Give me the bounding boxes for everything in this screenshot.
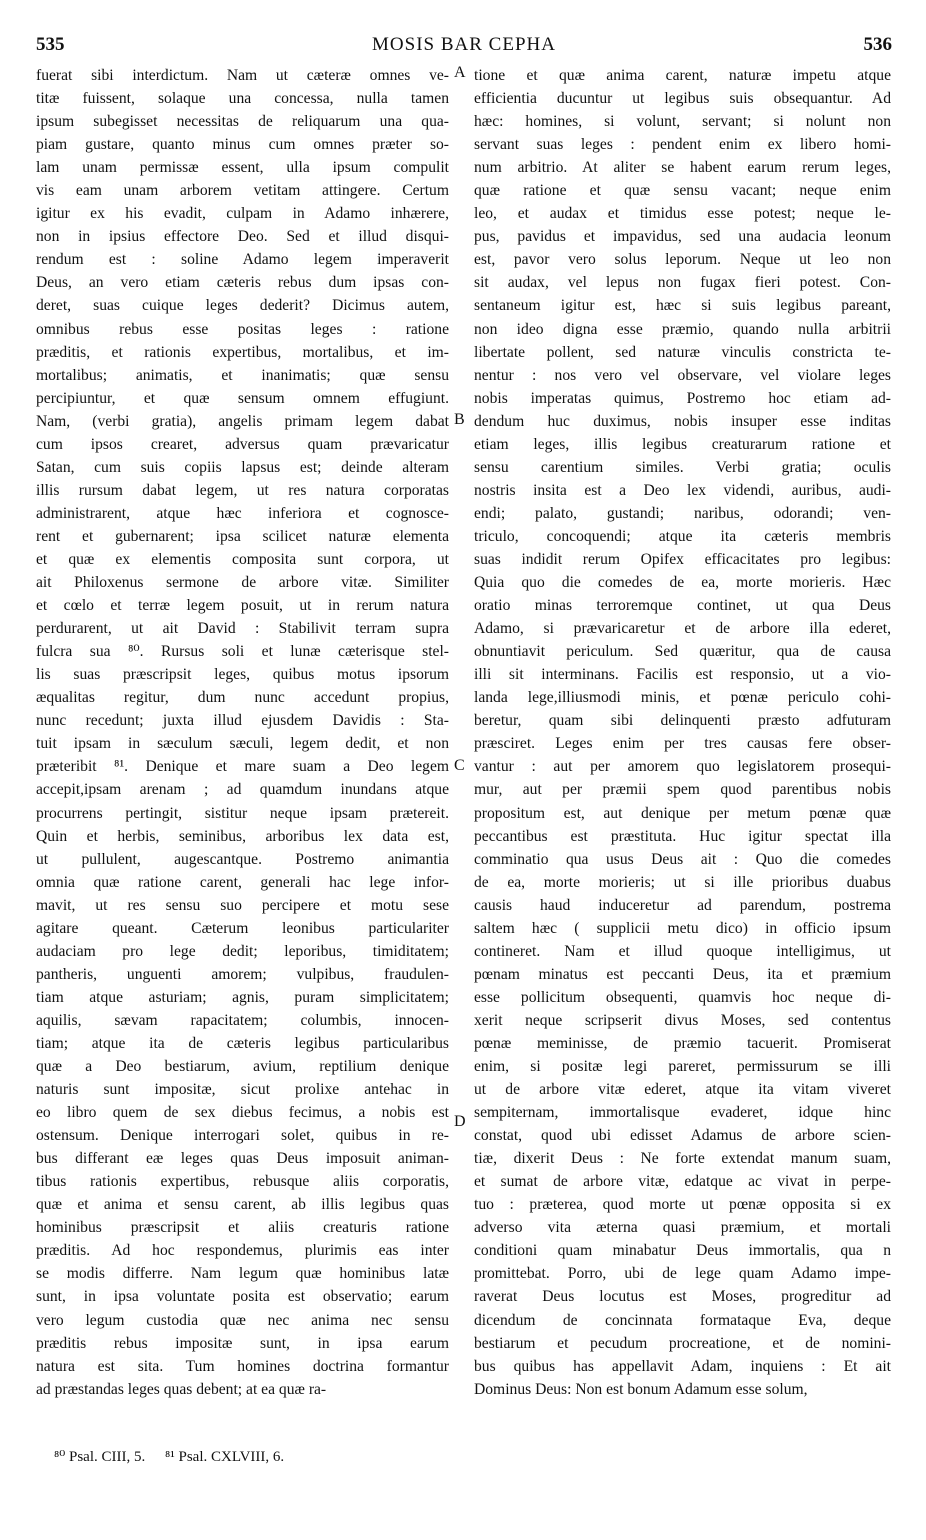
text-line: raverat Deus locutus est Moses, progreditur ad: [474, 1288, 891, 1306]
text-line: tuit ipsam in sæculum sæculi, legem dedit, et non: [36, 735, 449, 753]
text-line: vis eam unam arborem vetitam attingere. Certum: [36, 182, 449, 200]
text-line: cum ipsos crearet, adversus quam prævaricatur: [36, 435, 449, 453]
text-line: fulcra sua ⁸⁰. Rursus soli et lunæ cæterisque stel-: [36, 643, 449, 661]
text-line: æqualitas regitur, dum nunc accedunt propius,: [36, 689, 449, 707]
text-line: tuo : præterea, quod morte ut pœnæ opposita si ex: [474, 1196, 891, 1214]
text-line: ait Philoxenus sermone de arbore vitæ. Similiter: [36, 574, 449, 592]
text-line: mur, aut per præmii spem quod parentibus nobis: [474, 781, 891, 799]
page-number-left: 535: [36, 34, 65, 55]
text-line: bus differant eæ leges quas Deus imposuit animan-: [36, 1150, 449, 1168]
text-line: dicendum de concinnata formataque Eva, deque: [474, 1311, 891, 1329]
text-line: audaciam pro lege dedit; leporibus, timiditatem;: [36, 942, 449, 960]
text-line: præsciret. Leges enim per tres causas fere obser-: [474, 735, 891, 753]
text-line: non in ipsius effectore Deo. Sed et illud disqui-: [36, 228, 449, 246]
text-line: conditioni quam minabatur Deus immortalis, qua n: [474, 1242, 891, 1260]
text-line: eo libro quem de sex diebus fecimus, a nobis est: [36, 1104, 449, 1122]
text-line: accepit,ipsam arenam ; ad quamdum inundans atque: [36, 781, 449, 799]
text-line: præditis, et rationis expertibus, mortalibus, et im-: [36, 343, 449, 361]
text-line: landa lege,illiusmodi minis, et pœnæ periculo cohi-: [474, 689, 891, 707]
text-line: saltem hæc ( supplicii metu dico) in officio ipsum: [474, 919, 891, 937]
text-line: fuerat sibi interdictum. Nam ut cæteræ omnes ve-: [36, 67, 449, 84]
text-line: rendum est : soline Adamo legem imperaverit: [36, 251, 449, 269]
text-line: præditis. Ad hoc respondemus, plurimis eas inter: [36, 1242, 449, 1260]
text-line: sit audax, vel lepus non fugax fieri potest. Con-: [474, 274, 891, 292]
text-line: Dominus Deus: Non est bonum Adamum esse solum,: [474, 1380, 808, 1398]
text-line: vantur : aut per amorem quo legislatorem prosequi-: [474, 758, 891, 776]
text-line: obnuntiavit periculum. Sed quæritur, qua de causa: [474, 643, 891, 661]
text-line: ipsum subegisset necessitas de reliquarum una qua-: [36, 113, 449, 131]
text-line: pœnæ meminisse, de præmio tacuerit. Promiserat: [474, 1034, 891, 1052]
text-line: se modis differre. Nam legum quæ hominibus latæ: [36, 1265, 449, 1283]
text-line: promittebat. Porro, ubi de lege quam Adamo impe-: [474, 1265, 891, 1283]
margin-marker-b: B: [454, 411, 465, 428]
text-line: illi sit interminans. Facilis est responsio, ut a vio-: [474, 666, 891, 684]
text-line: Quia quo die comedes de ea, morte morieris. Hæc: [474, 574, 891, 592]
text-line: Nam, (verbi gratia), angelis primam legem dabat: [36, 412, 449, 430]
text-line: constat, quod ubi edisset Adamus de arbore scien-: [474, 1127, 891, 1145]
text-line: dendum huc duximus, nobis insuper esse inditas: [474, 412, 891, 430]
text-line: Deus, an vero etiam cæteris rebus dum ipsas con-: [36, 274, 449, 292]
text-line: tione et quæ anima carent, naturæ impetu atque: [474, 67, 891, 84]
text-line: perdurarent, ut ait David : Stabilivit terram supra: [36, 620, 449, 638]
text-line: servant suas leges : pendent enim ex libero homi-: [474, 136, 891, 154]
text-line: mavit, ut res sensu suo percipere et motu sese: [36, 896, 449, 914]
text-line: nobis imperatas quimus, Postremo hoc etiam ad-: [474, 389, 891, 407]
text-line: natura est sita. Tum homines doctrina formantur: [36, 1357, 449, 1375]
text-line: lis suas præscripsit leges, quibus motus ipsorum: [36, 666, 449, 684]
text-line: Adamo, si prævaricaretur et de arbore illa ederet,: [474, 620, 891, 638]
text-line: peccantibus est præstituta. Huc igitur spectat illa: [474, 827, 891, 845]
text-line: naturis sunt impositæ, sicut prolixe antehac in: [36, 1081, 449, 1099]
text-line: et sumat de arbore vitæ, edatque ac vivat in perpe-: [474, 1173, 891, 1191]
text-line: pantheris, unguenti amorem; vulpibus, fraudulen-: [36, 965, 449, 983]
text-line: nostris insita est a Deo lex videndi, auribus, audi-: [474, 481, 891, 499]
text-line: oratio minas terroremque continet, ut qua Deus: [474, 597, 891, 615]
text-line: præteribit ⁸¹. Denique et mare suam a Deo legem: [36, 758, 449, 776]
text-line: de ea, morte morieris; ut si ille prioribus duabus: [474, 873, 891, 891]
text-line: contineret. Nam et illud quoque intelligimus, ut: [474, 942, 891, 960]
text-line: tibus rationis expertibus, rebusque aliis corporatis,: [36, 1173, 449, 1191]
text-line: aquilis, sævam rapacitatem; columbis, innocen-: [36, 1011, 449, 1029]
text-line: mortalibus; animatis, et inanimatis; quæ sensu: [36, 366, 449, 384]
text-line: percipiuntur, et quæ sensum omnem effugiunt.: [36, 389, 449, 407]
text-line: efficientia ducuntur ut legibus suis obsequantur. Ad: [474, 90, 891, 108]
text-line: enim, si positæ legi pareret, permissurum se illi: [474, 1058, 891, 1076]
footnote-81: ⁸¹ Psal. CXLVIII, 6.: [165, 1449, 285, 1465]
text-line: sempiternam, immortalisque evaderet, idque hinc: [474, 1104, 891, 1122]
margin-marker-c: C: [454, 757, 465, 774]
text-line: lam unam permissæ essent, ulla ipsum compulit: [36, 159, 449, 177]
text-line: pœnam minatus est peccanti Deus, ita et præmium: [474, 965, 891, 983]
page-number-right: 536: [863, 34, 892, 55]
text-line: tiam; atque ita de cæteris legibus particularibus: [36, 1034, 449, 1052]
text-line: ut pullulent, augescantque. Postremo animantia: [36, 850, 449, 868]
text-line: omnibus rebus esse positas leges : ratione: [36, 320, 449, 338]
text-line: num arbitrio. At aliter se habent earum rerum leges,: [474, 159, 891, 177]
text-line: suas indidit rerum Opifex efficacitates pro legibus:: [474, 550, 891, 568]
text-line: vero legum custodia quæ nec anima nec sensu: [36, 1311, 449, 1329]
text-line: ad præstandas leges quas debent; at ea quæ ra-: [36, 1380, 327, 1398]
text-line: igitur ex his evadit, culpam in Adamo inhærere,: [36, 205, 449, 223]
text-line: et quæ ex elementis composita sunt corpora, ut: [36, 550, 449, 568]
text-line: pus, pavidus et impavidus, sed una audacia leonum: [474, 228, 891, 246]
text-line: omnia quæ ratione carent, generali hac lege infor-: [36, 873, 449, 891]
text-line: Satan, cum suis copiis lapsus est; deinde alteram: [36, 458, 449, 476]
text-line: deret, suas cuique leges dederit? Dicimus autem,: [36, 297, 449, 315]
text-line: xerit neque scripserit divus Moses, sed contentus: [474, 1011, 891, 1029]
text-line: propositum est, aut denique per metum pœnæ quæ: [474, 804, 891, 822]
text-line: nunc recedunt; juxta illud ejusdem Davidis : Sta-: [36, 712, 449, 730]
text-line: ostensum. Denique interrogari solet, quibus in re-: [36, 1127, 449, 1145]
footnotes: [54, 1447, 300, 1466]
text-line: Quin et herbis, seminibus, arboribus lex data est,: [36, 827, 449, 845]
text-line: hominibus præscripsit et aliis creaturis ratione: [36, 1219, 449, 1237]
left-column: [36, 64, 449, 1401]
text-line: administrarent, atque hæc inferiora et cognosce-: [36, 504, 449, 522]
margin-marker-a: A: [454, 64, 466, 81]
text-line: quæ ratione et quæ sensu vacant; neque enim: [474, 182, 891, 200]
text-line: leo, et audax et timidus esse potest; neque le-: [474, 205, 891, 223]
text-line: triculo, concoquendi; atque ita cæteris membris: [474, 527, 891, 545]
text-line: esse pollicitum obsequenti, quamvis hoc neque di-: [474, 988, 891, 1006]
text-line: comminatio qua usus Deus ait : Quo die comedes: [474, 850, 891, 868]
text-line: bus quibus has appellavit Adam, inquiens : Et ait: [474, 1357, 891, 1375]
text-line: ut de arbore vitæ ederet, atque ita vitam viveret: [474, 1081, 891, 1099]
text-line: nentur : nos vero vel observare, vel violare leges: [474, 366, 891, 384]
text-line: causis haud induceretur ad parendum, postrema: [474, 896, 891, 914]
text-line: quæ a Deo bestiarum, avium, reptilium denique: [36, 1058, 449, 1076]
text-line: sentaneum igitur est, hæc si suis legibus pareant,: [474, 297, 891, 315]
text-line: bestiarum et pecudum procreatione, et de nomini-: [474, 1334, 891, 1352]
text-line: tiæ, dixerit Deus : Ne forte extendat manum suam,: [474, 1150, 891, 1168]
page-header: [36, 34, 892, 60]
text-line: et cœlo et terræ legem posuit, ut in rerum natura: [36, 597, 449, 615]
text-line: illis rursum dabat legem, ut res natura corporatas: [36, 481, 449, 499]
right-column: [474, 64, 891, 1401]
text-line: rent et gubernarent; ipsa scilicet naturæ elementa: [36, 527, 449, 545]
text-line: endi; palato, gustandi; naribus, odorandi; ven-: [474, 504, 891, 522]
margin-marker-d: D: [454, 1113, 466, 1130]
text-line: libertate pollent, sed naturæ vinculis constricta te-: [474, 343, 891, 361]
text-line: tiam atque asturiam; agnis, puram simplicitatem;: [36, 988, 449, 1006]
running-title: MOSIS BAR CEPHA: [372, 34, 556, 55]
text-line: agitare queant. Cæterum leonibus particulariter: [36, 919, 449, 937]
text-line: hæc: homines, si volunt, servant; si nolunt non: [474, 113, 891, 131]
text-line: sunt, in ipsa voluntate posita est observatio; earum: [36, 1288, 449, 1306]
text-line: non ideo digna esse præmio, quando nulla arbitrii: [474, 320, 891, 338]
text-line: adverso vita æterna quasi præmium, et mortali: [474, 1219, 891, 1237]
text-line: præditis rebus impositæ sunt, in ipsa earum: [36, 1334, 449, 1352]
text-line: sensu carentium similes. Verbi gratia; oculis: [474, 458, 891, 476]
text-line: procurrens pertingit, sistitur neque ipsam prætereit.: [36, 804, 449, 822]
text-line: beretur, quam sibi delinquenti præsto adfuturam: [474, 712, 891, 730]
text-line: piam gustare, quanto minus cum omnes præter so-: [36, 136, 449, 154]
text-line: etiam leges, illis legibus creaturarum ratione et: [474, 435, 891, 453]
footnote-80: ⁸⁰ Psal. CIII, 5.: [54, 1449, 146, 1465]
text-line: quæ et anima et sensu carent, ab illis legibus quas: [36, 1196, 449, 1214]
text-line: est, pavor vero solus leporum. Neque ut leo non: [474, 251, 891, 269]
text-line: titæ fuissent, solaque una concessa, nulla tamen: [36, 90, 449, 108]
